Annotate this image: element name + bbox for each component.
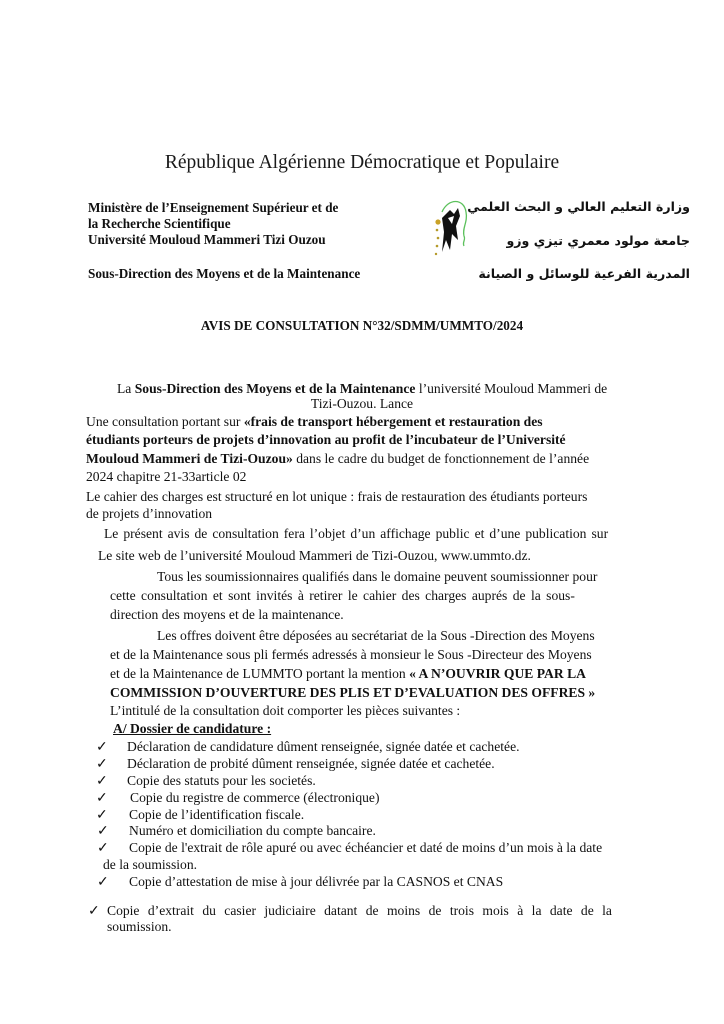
section-a-title: A/ Dossier de candidature :	[113, 721, 272, 736]
list-item-text: Copie d’extrait du casier judiciaire datant de moins de trois mois à la date de la	[107, 903, 612, 918]
list-item-continuation: soumission.	[107, 919, 172, 934]
list-item-text: Déclaration de probité dûment renseignée, signée datée et cachetée.	[127, 756, 495, 771]
intro-prefix: La	[117, 381, 135, 396]
lot-line-2: de projets d’innovation	[86, 506, 213, 521]
sub-direction-arabic: المدرية الفرعية للوسائل و الصيانة	[478, 266, 690, 281]
publication-line-1: Le présent avis de consultation fera l’objet d’un affichage public et d’une publication sur	[104, 526, 609, 541]
offers-mention-2: COMMISSION D’OUVERTURE DES PLIS ET D’EVALUATION DES OFFRES »	[110, 685, 596, 700]
offers-mention-prefix: et de la Maintenance de LUMMTO portant la mention	[110, 666, 410, 681]
list-item	[88, 902, 612, 920]
offers-line-4	[110, 684, 595, 701]
offers-line-2: et de la Maintenance sous pli fermés adressés à monsieur le Sous -Directeur des Moyens	[110, 647, 592, 662]
bidders-line-2: cette consultation et sont invités à retirer le cahier des charges auprés de la sous-	[110, 588, 575, 603]
checkmark-icon: ✓	[97, 841, 109, 856]
bidders-line-3: direction des moyens et de la maintenance.	[110, 607, 344, 622]
republic-title: République Algérienne Démocratique et Populaire	[164, 152, 560, 173]
ministry-line-2: la Recherche Scientifique	[88, 216, 231, 231]
offers-line-5: L’intitulé de la consultation doit comporter les pièces suivantes :	[110, 703, 461, 718]
offers-line-1: Les offres doivent être déposées au secrétariat de la Sous -Direction des Moyens	[157, 628, 595, 643]
consultation-prefix: Une consultation portant sur	[86, 414, 244, 429]
checkmark-icon: ✓	[96, 774, 108, 789]
list-item-text: Numéro et domiciliation du compte bancaire.	[129, 823, 376, 838]
consultation-line-3	[86, 450, 589, 467]
consultation-subject-3: Mouloud Mammeri de Tizi-Ouzou»	[86, 451, 293, 466]
list-item	[97, 873, 504, 891]
sub-direction-name: Sous-Direction des Moyens et de la Maintenance	[88, 266, 361, 281]
list-item	[96, 755, 495, 773]
notice-title: AVIS DE CONSULTATION N°32/SDMM/UMMTO/2024	[200, 318, 524, 333]
list-item-continuation: de la soumission.	[103, 857, 198, 872]
list-item	[97, 822, 376, 840]
list-item	[97, 839, 603, 857]
university-logo-icon	[428, 196, 470, 260]
list-item-text: Copie de l’identification fiscale.	[129, 807, 305, 822]
consultation-budget: dans le cadre du budget de fonctionnement de l’année	[292, 451, 590, 466]
list-item-text: Copie du registre de commerce (électronique)	[130, 790, 380, 805]
consultation-subject-2: étudiants porteurs de projets d’innovation au profit de l’incubateur de l’Université	[86, 432, 566, 447]
checkmark-icon: ✓	[97, 875, 109, 890]
offers-mention-1: « A N’OUVRIR QUE PAR LA	[409, 666, 586, 681]
publication-line-2: Le site web de l’université Mouloud Mammeri de Tizi-Ouzou, www.ummto.dz.	[98, 548, 531, 563]
list-item-text: Déclaration de candidature dûment renseignée, signée datée et cachetée.	[127, 739, 520, 754]
ministry-arabic: وزارة التعليم العالي و البحث العلمي	[467, 199, 690, 214]
list-item	[96, 738, 520, 756]
consultation-subject-1: «frais de transport hébergement et restauration des	[243, 414, 543, 429]
intro-bold: Sous-Direction des Moyens et de la Maintenance	[134, 381, 416, 396]
checkmark-icon: ✓	[96, 791, 108, 806]
checkmark-icon: ✓	[96, 757, 108, 772]
consultation-line-2	[86, 431, 566, 448]
consultation-line-1	[86, 413, 543, 430]
list-item-text: Copie de l'extrait de rôle apuré ou avec échéancier et daté de moins d’un mois à la date	[129, 840, 603, 855]
lot-line-1: Le cahier des charges est structuré en lot unique : frais de restauration des étudiants porteurs	[86, 489, 588, 504]
ministry-line-1: Ministère de l’Enseignement Supérieur et de	[88, 200, 339, 215]
intro-suffix: l’université Mouloud Mammeri de	[415, 381, 608, 396]
university-arabic: جامعة مولود معمري تيزي وزو	[506, 233, 690, 248]
consultation-line-4: 2024 chapitre 21-33article 02	[86, 469, 247, 484]
intro-line-2: Tizi-Ouzou. Lance	[310, 396, 414, 411]
list-item-text: Copie des statuts pour les societés.	[127, 773, 316, 788]
list-item	[96, 772, 316, 790]
list-item-text: Copie d’attestation de mise à jour délivrée par la CASNOS et CNAS	[129, 874, 504, 889]
checkmark-icon: ✓	[96, 808, 108, 823]
bidders-line-1: Tous les soumissionnaires qualifiés dans le domaine peuvent soumissionner pour	[157, 569, 598, 584]
checkmark-icon: ✓	[88, 904, 100, 919]
offers-line-3	[110, 665, 586, 682]
list-item	[96, 789, 380, 807]
checkmark-icon: ✓	[96, 740, 108, 755]
checkmark-icon: ✓	[97, 824, 109, 839]
university-name: Université Mouloud Mammeri Tizi Ouzou	[88, 232, 326, 247]
